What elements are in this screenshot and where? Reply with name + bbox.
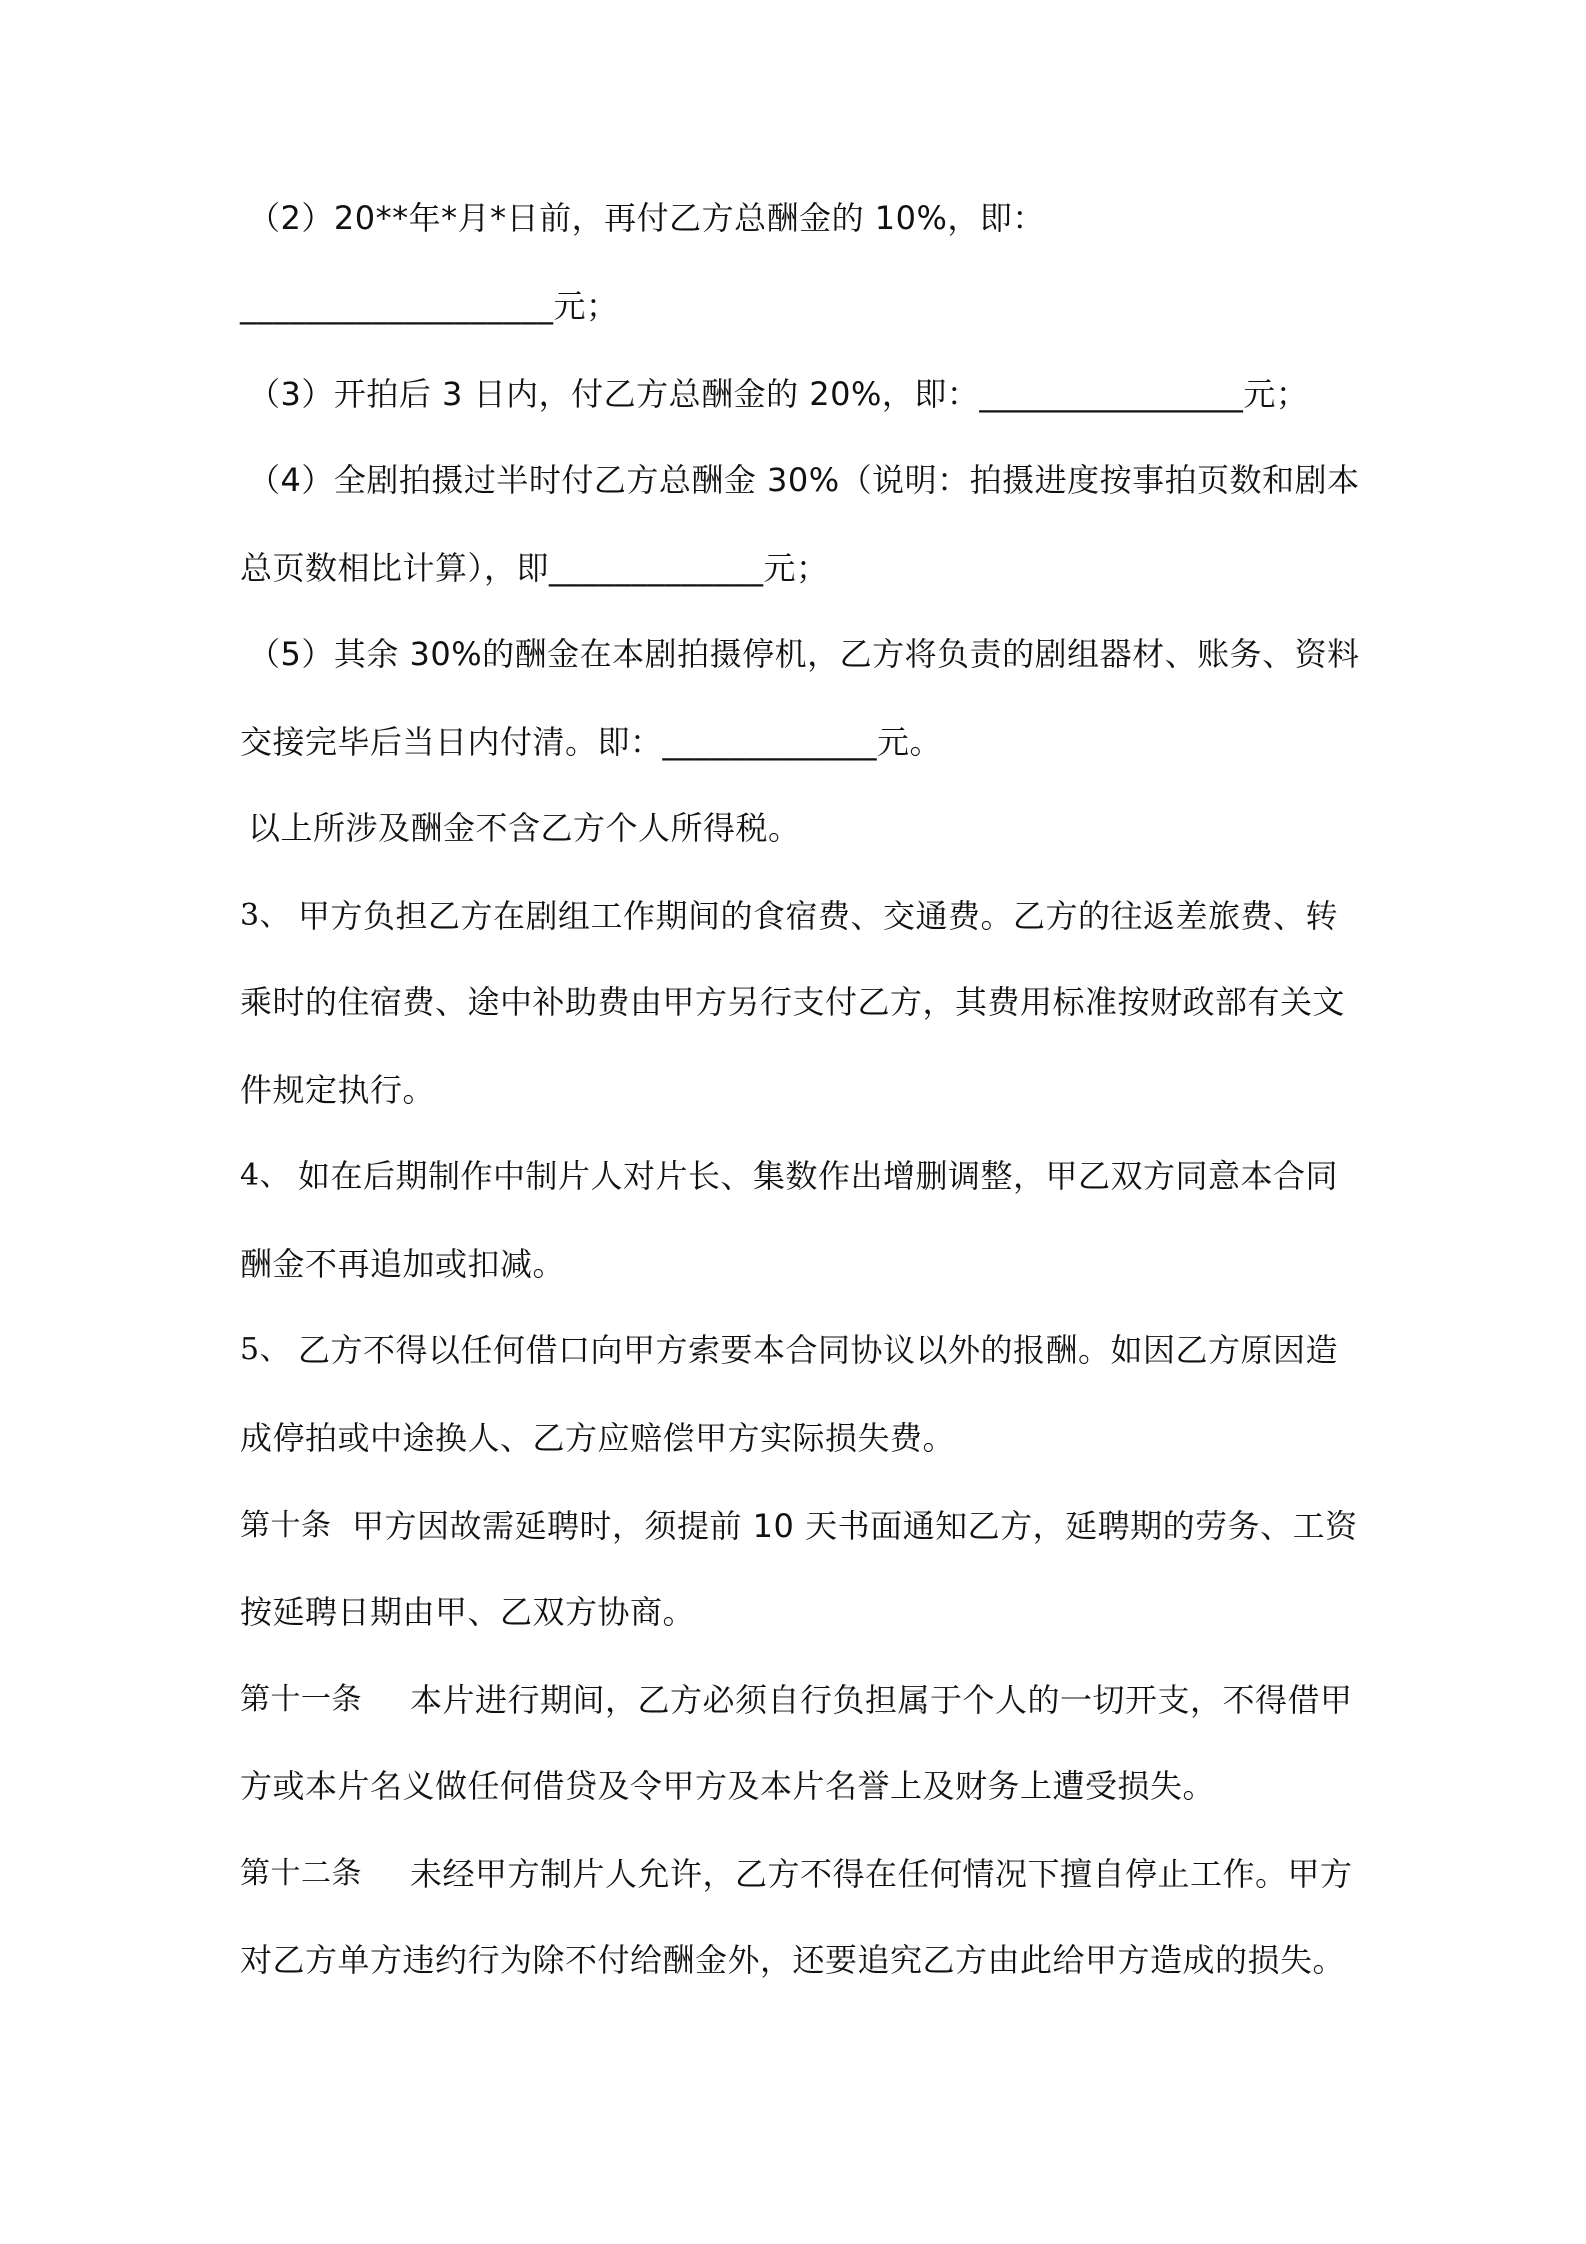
paragraph-line: （3）开拍后 3 日内，付乙方总酬金的 20%，即：________________元； [248, 375, 1309, 413]
paragraph-line: 甲方因故需延聘时，须提前 10 天书面通知乙方，延聘期的劳务、工资 [352, 1507, 1358, 1545]
paragraph-line: 乙方不得以任何借口向甲方索要本合同协议以外的报酬。如因乙方原因造 [298, 1331, 1339, 1369]
paragraph-line: 乘时的住宿费、途中补助费由甲方另行支付乙方，其费用标准按财政部有关文 [240, 983, 1346, 1021]
paragraph-line: （4）全剧拍摄过半时付乙方总酬金 30%（说明：拍摄进度按事拍页数和剧本 [248, 461, 1360, 499]
clause-number: 4、 [240, 1158, 291, 1193]
clause-number: 3、 [240, 898, 291, 933]
clause-number: 5、 [240, 1332, 291, 1367]
paragraph-line: 甲方负担乙方在剧组工作期间的食宿费、交通费。乙方的往返差旅费、转 [298, 897, 1339, 935]
article-number: 第十二条 [240, 1856, 362, 1891]
paragraph-line: 本片进行期间，乙方必须自行负担属于个人的一切开支，不得借甲 [410, 1681, 1353, 1719]
paragraph-line: 未经甲方制片人允许，乙方不得在任何情况下擅自停止工作。甲方 [410, 1855, 1353, 1893]
paragraph-line: ___________________元； [240, 287, 619, 325]
paragraph-line: 以上所涉及酬金不含乙方个人所得税。 [248, 809, 801, 847]
paragraph-line: 酬金不再追加或扣减。 [240, 1245, 566, 1283]
paragraph-line: 成停拍或中途换人、乙方应赔偿甲方实际损失费。 [240, 1419, 956, 1457]
paragraph-line: （5）其余 30%的酬金在本剧拍摄停机，乙方将负责的剧组器材、账务、资料 [248, 635, 1360, 673]
paragraph-line: 按延聘日期由甲、乙双方协商。 [240, 1593, 696, 1631]
paragraph-line: 方或本片名义做任何借贷及令甲方及本片名誉上及财务上遭受损失。 [240, 1767, 1216, 1805]
article-number: 第十条 [240, 1508, 332, 1543]
paragraph-line: 如在后期制作中制片人对片长、集数作出增删调整，甲乙双方同意本合同 [298, 1157, 1339, 1195]
article-number: 第十一条 [240, 1682, 362, 1717]
paragraph-line: 交接完毕后当日内付清。即：_____________元。 [240, 723, 943, 761]
paragraph-line: 对乙方单方违约行为除不付给酬金外，还要追究乙方由此给甲方造成的损失。 [240, 1941, 1346, 1979]
paragraph-line: （2）20**年*月*日前，再付乙方总酬金的 10%，即： [248, 199, 1045, 237]
paragraph-line: 总页数相比计算），即_____________元； [240, 549, 829, 587]
paragraph-line: 件规定执行。 [240, 1071, 436, 1109]
